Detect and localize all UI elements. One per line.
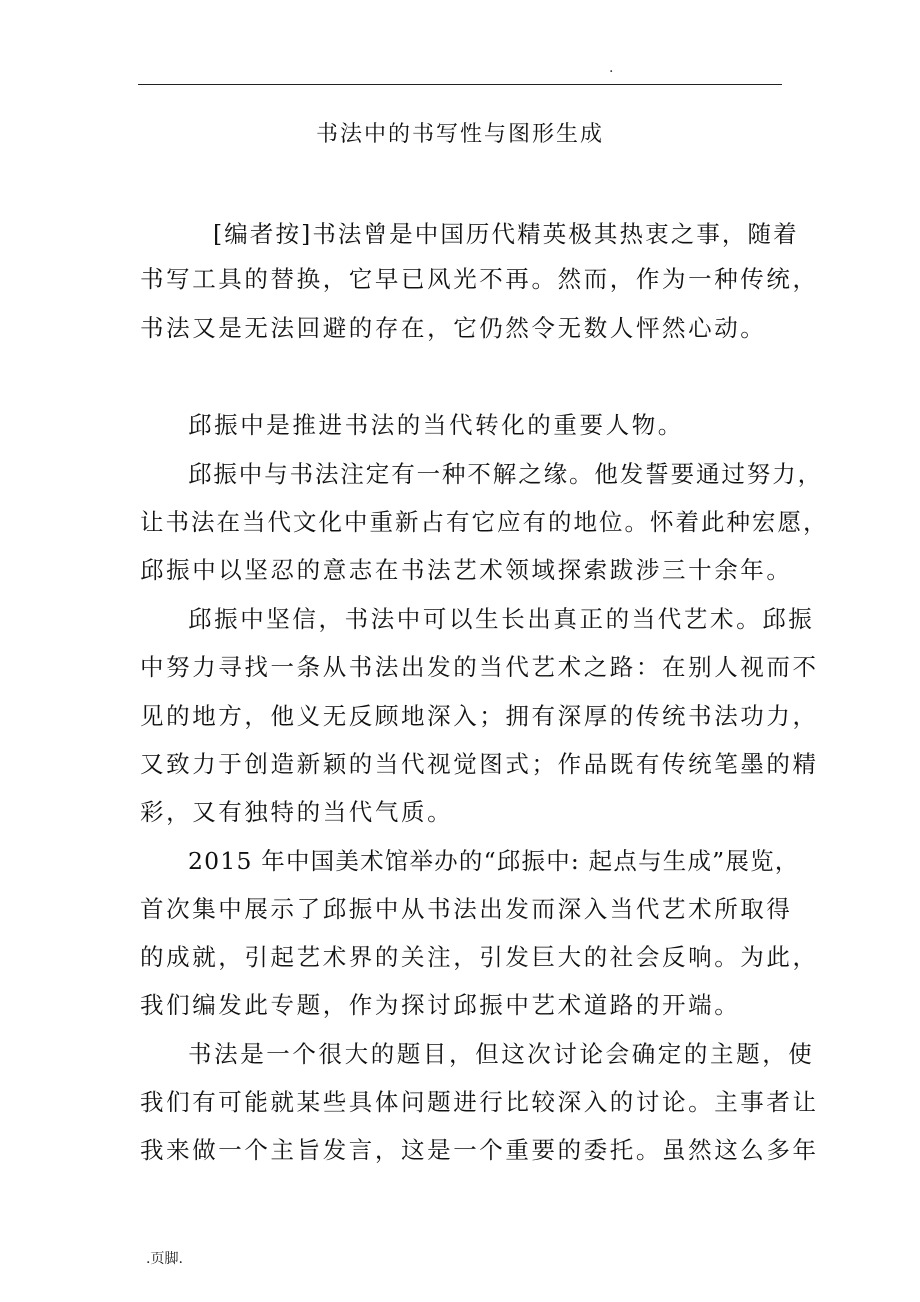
page-footer: .页脚. [146, 1251, 183, 1267]
text-line: 邱振中坚信，书法中可以生长出真正的当代艺术。邱振 [188, 605, 815, 633]
text-line: 我们有可能就某些具体问题进行比较深入的讨论。主事者让 [140, 1088, 819, 1116]
text-line: 邱振中与书法注定有一种不解之缘。他发誓要通过努力， [188, 460, 823, 488]
document-title: 书法中的书写性与图形生成 [315, 122, 604, 147]
editor-note-line: [编者按]书法曾是中国历代精英极其热衷之事，随着 [213, 220, 799, 248]
text-line: 我来做一个主旨发言，这是一个重要的委托。虽然这么多年 [140, 1136, 819, 1164]
text-line: 2015 年中国美术馆举办的“邱振中: 起点与生成”展览， [188, 847, 800, 875]
text-line: 书法又是无法回避的存在，它仍然令无数人怦然心动。 [140, 314, 767, 342]
text-line: 彩，又有独特的当代气质。 [140, 798, 454, 826]
text-line: 书写工具的替换，它早已风光不再。然而，作为一种传统， [140, 265, 819, 293]
text-line: 邱振中以坚忍的意志在书法艺术领域探索跋涉三十余年。 [140, 556, 793, 584]
text-line: 书法是一个很大的题目，但这次讨论会确定的主题，使 [188, 1040, 815, 1068]
text-line: 见的地方，他义无反顾地深入；拥有深厚的传统书法功力， [140, 702, 819, 730]
text-line: 又致力于创造新颖的当代视觉图式；作品既有传统笔墨的精 [140, 750, 819, 778]
text-line: 邱振中是推进书法的当代转化的重要人物。 [188, 411, 684, 439]
header-rule [138, 84, 782, 85]
text-line: 首次集中展示了邱振中从书法出发而深入当代艺术所取得 [140, 895, 793, 923]
text-line: 让书法在当代文化中重新占有它应有的地位。怀着此种宏愿， [140, 508, 829, 536]
text-line: 的成就，引起艺术界的关注，引发巨大的社会反响。为此， [140, 943, 819, 971]
text-line: 中努力寻找一条从书法出发的当代艺术之路：在别人视而不 [140, 653, 819, 681]
header-mark: . [609, 60, 614, 76]
text-line: 我们编发此专题，作为探讨邱振中艺术道路的开端。 [140, 991, 741, 1019]
